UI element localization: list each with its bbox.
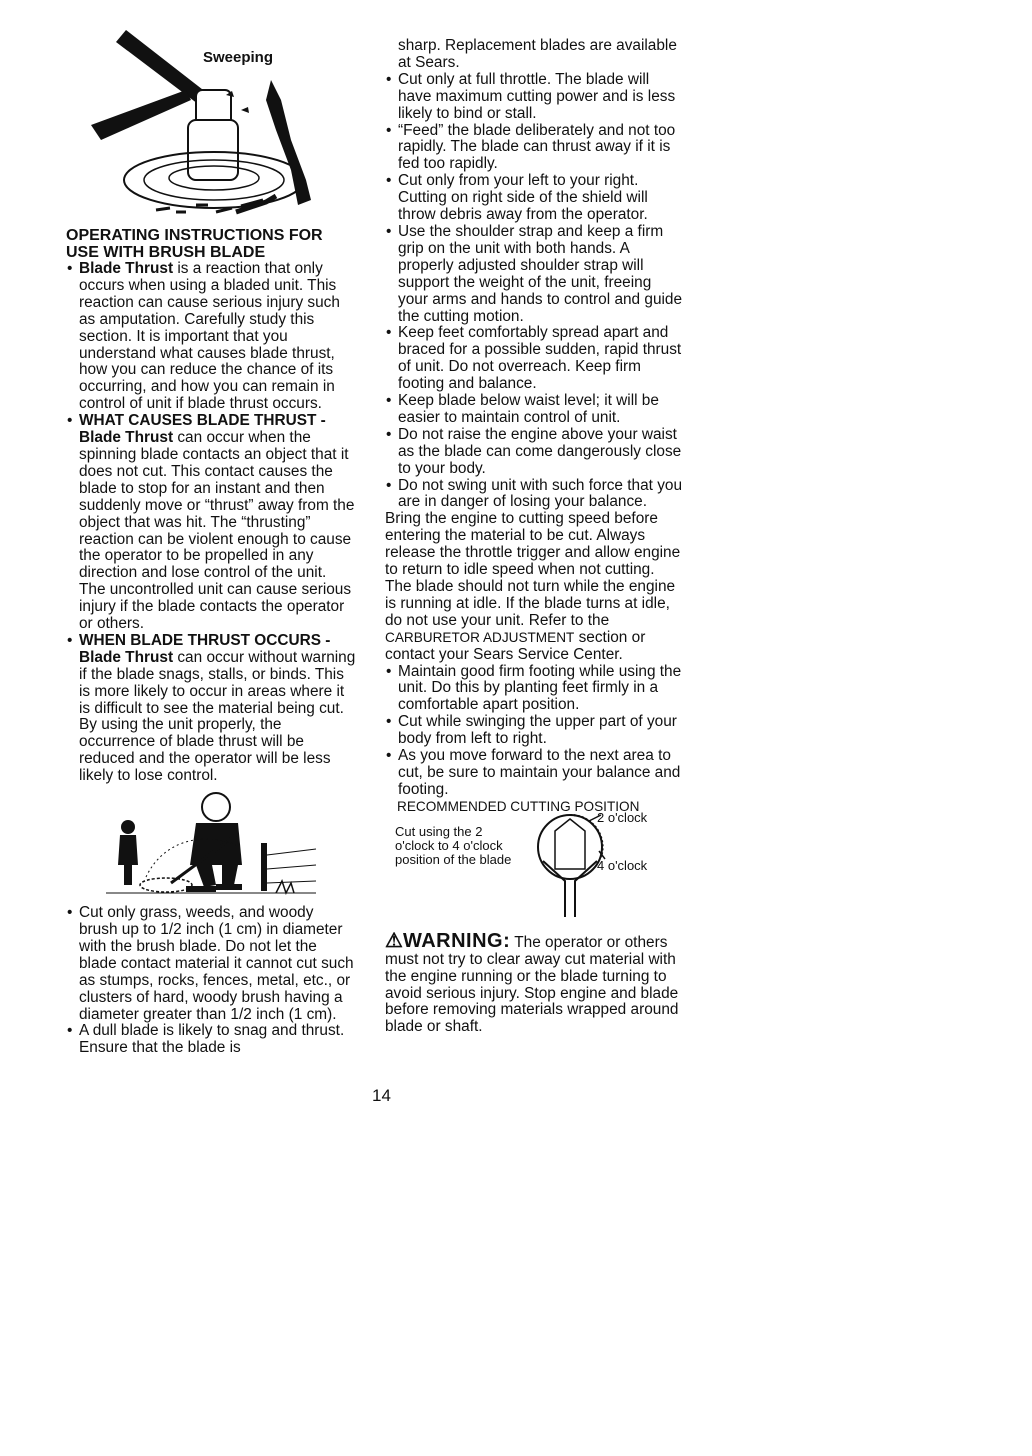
blade-below-waist-bullet: • Keep blade below waist level; it will be easier to maintain control of unit. xyxy=(385,393,685,427)
cutting-speed-paragraph xyxy=(385,511,685,663)
operator-cutting-illustration xyxy=(66,785,356,905)
warning-title: WARNING: xyxy=(402,929,511,952)
section-heading-line2: USE WITH BRUSH BLADE xyxy=(66,244,266,261)
warning-text: The operator or others must not try to clear away cut material with the engine running or the blade turning to avoid serious injury. Stop engine and blade before removing materials wrapped around blade or shaft. xyxy=(385,933,679,1036)
bullet-text: can occur without warning if the blade snags, stalls, or binds. This is more likely to occur in areas where it is difficult to see the material being cut. By using the unit properly, the occurrence of blade thrust will be reduced and the operator will be less likely to lose control. xyxy=(79,648,356,785)
two-oclock-label: 2 o'clock xyxy=(597,809,648,825)
cutting-position-caption: Cut using the 2 o'clock to 4 o'clock position of the blade xyxy=(395,823,512,867)
move-forward-bullet: • As you move forward to the next area to cut, be sure to maintain your balance and footing. xyxy=(385,748,685,799)
sweeping-label: Sweeping xyxy=(203,49,274,66)
left-column xyxy=(66,30,356,1057)
what-causes-bullet xyxy=(66,413,356,633)
operator-figure xyxy=(66,785,356,905)
cut-only-grass-bullet: • Cut only grass, weeds, and woody brush up to 1/2 inch (1 cm) in diameter with the brush blade. Do not let the blade contact material it cannot cut such as stumps, rocks, fences, metal, etc., or clusters of hard, woody brush having a diameter greater than 1/2 inch (1 cm). xyxy=(66,905,356,1023)
carburetor-reference: CARBURETOR ADJUSTMENT xyxy=(385,629,575,645)
sweeping-figure xyxy=(66,30,356,220)
swing-upper-body-bullet: • Cut while swinging the upper part of your body from left to right. xyxy=(385,714,685,748)
page-number: 14 xyxy=(372,1086,391,1105)
firm-footing-bullet: • Maintain good firm footing while using the unit. Do this by planting feet firmly in a comfortable apart position. xyxy=(385,664,685,715)
bullet-bold: WHEN BLADE THRUST OCCURS - Blade Thrust xyxy=(79,631,331,666)
section-heading-line1: OPERATING INSTRUCTIONS FOR xyxy=(66,227,323,244)
feet-apart-bullet: • Keep feet comfortably spread apart and braced for a possible sudden, rapid thrust of unit. Do not overreach. Keep firm footing and balance. xyxy=(385,325,685,393)
cutting-position-diagram xyxy=(385,799,685,919)
full-throttle-bullet: • Cut only at full throttle. The blade will have maximum cutting power and is less likely to bind or stall. xyxy=(385,72,685,123)
cutting-position-title: RECOMMENDED CUTTING POSITION xyxy=(397,798,640,814)
swing-force-bullet: • Do not swing unit with such force that you are in danger of losing your balance. xyxy=(385,478,685,512)
when-occurs-bullet xyxy=(66,633,356,785)
section-heading xyxy=(66,227,356,261)
bullet-bold: Blade Thrust xyxy=(79,260,174,277)
feed-blade-bullet: • “Feed” the blade deliberately and not too rapidly. The blade can thrust away if it is fed too rapidly. xyxy=(385,123,685,174)
right-column xyxy=(385,38,685,1036)
warning-icon: ⚠ xyxy=(385,929,403,952)
four-oclock-label: 4 o'clock xyxy=(597,857,648,873)
blade-thrust-bullet xyxy=(66,261,356,413)
bullet-text: can occur when the spinning blade contacts an object that it does not cut. This contact causes the blade to stop for an instant and then suddenly move or “thrust” away from the object that was hit. The “thrusting” reaction can be violent enough to cause the operator to be propelled in any direction and lose control of the unit. The uncontrolled unit can cause serious injury if the blade contacts the operator or others. xyxy=(79,429,355,633)
paragraph-text: Bring the engine to cutting speed before entering the material to be cut. Always release the throttle trigger and allow engine to return to idle speed when not cutting. The blade should not turn while the engine is running at idle. If the blade turns at idle, do not use your unit. Refer to the xyxy=(385,510,681,629)
warning-block xyxy=(385,929,685,1036)
bullet-text: is a reaction that only occurs when using a bladed unit. This reaction can cause serious injury such as amputation. Carefully study this section. It is important that you understand what causes blade thrust, how you can reduce the chance of its occurring, and how you can remain in control of unit if blade thrust occurs. xyxy=(79,260,340,413)
continuation-text: sharp. Replacement blades are available at Sears. xyxy=(398,37,677,71)
engine-above-waist-bullet: • Do not raise the engine above your waist as the blade can come dangerously close to your body. xyxy=(385,427,685,478)
paragraph-text: section or contact your Sears Service Center. xyxy=(385,628,646,663)
cut-left-right-bullet: • Cut only from your left to your right. Cutting on right side of the shield will throw debris away from the operator. xyxy=(385,173,685,224)
dull-blade-bullet: • A dull blade is likely to snag and thrust. Ensure that the blade is xyxy=(66,1023,356,1057)
shoulder-strap-bullet: • Use the shoulder strap and keep a firm grip on the unit with both hands. A properly adjusted shoulder strap will support the weight of the unit, freeing your arms and hands to control and guide the cutting motion. xyxy=(385,224,685,325)
bullet-bold: WHAT CAUSES BLADE THRUST - Blade Thrust xyxy=(79,412,326,447)
